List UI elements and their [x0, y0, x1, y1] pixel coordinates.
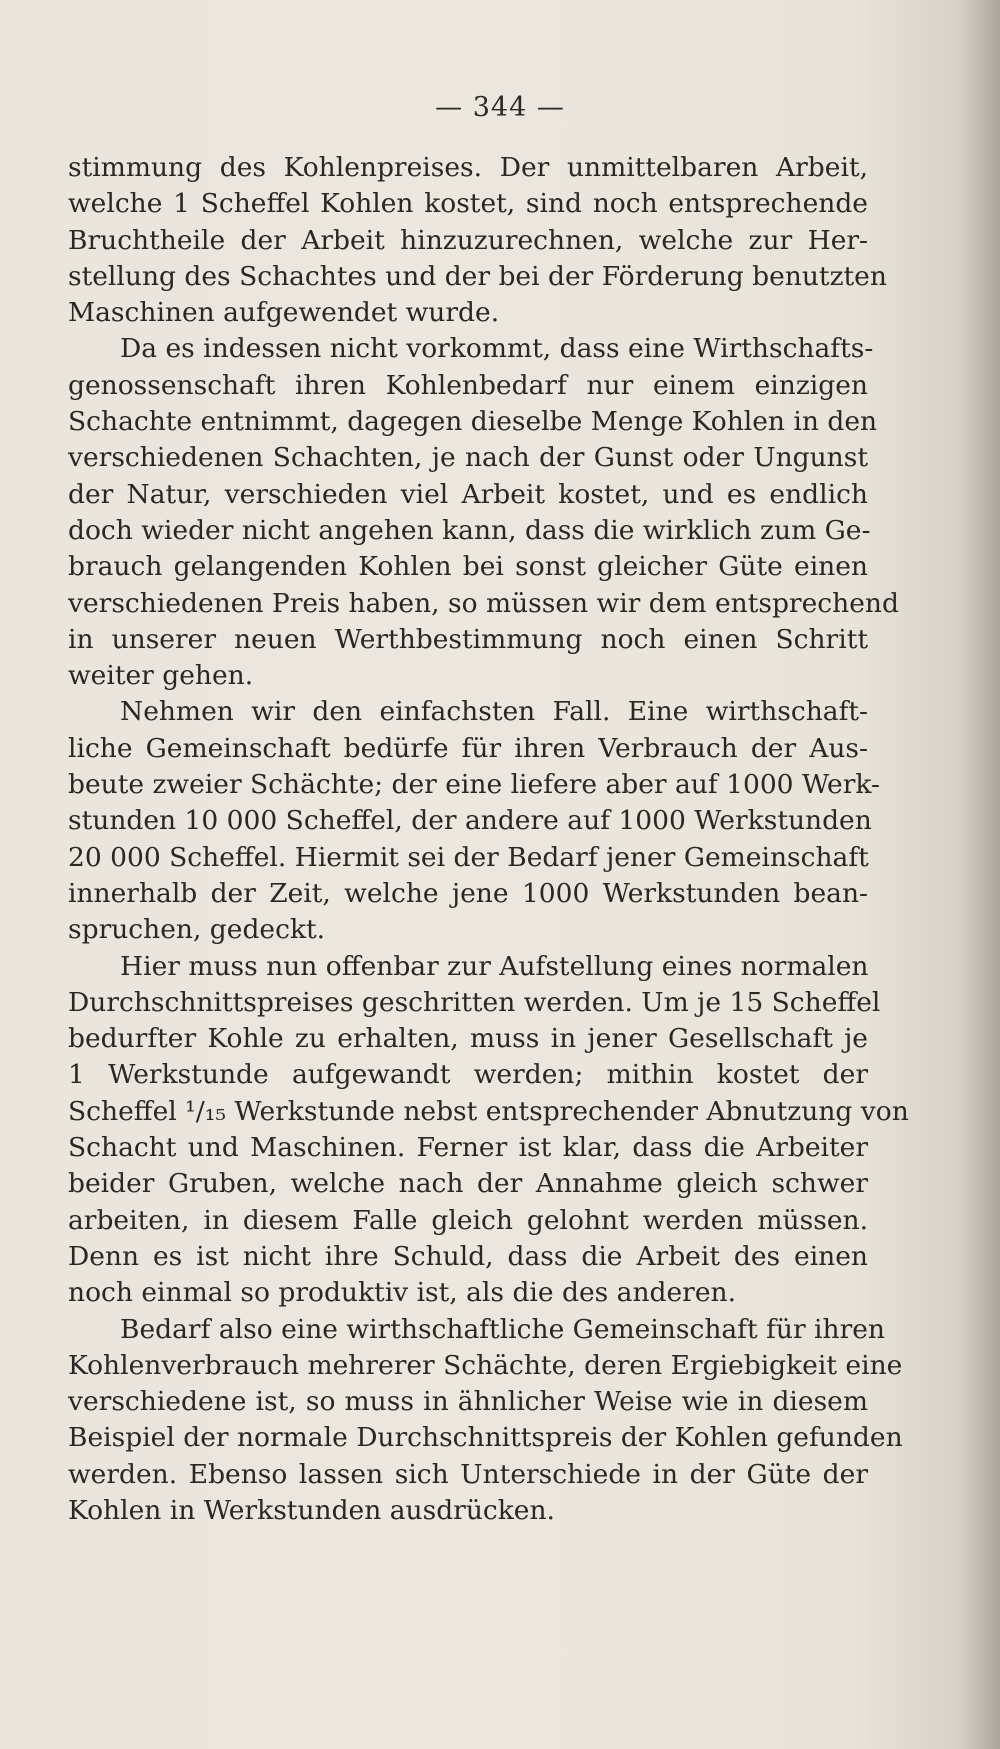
body-text: [68, 150, 909, 1529]
paragraph-first-line: Bedarf also eine wirthschaftliche Gemeinschaft für ihren: [120, 1313, 885, 1345]
text-line: verschiedenen Preis haben, so müssen wir dem entsprechend: [68, 587, 899, 619]
paragraph-first-line: Nehmen wir den einfachsten Fall. Eine wirthschaft-: [120, 696, 868, 728]
text-line: beider Gruben, welche nach der Annahme gleich schwer: [68, 1168, 868, 1200]
text-line: arbeiten, in diesem Falle gleich gelohnt werden müssen.: [68, 1204, 868, 1236]
text-line: verschiedene ist, so muss in ähnlicher Weise wie in diesem: [68, 1386, 868, 1418]
text-line: werden. Ebenso lassen sich Unterschiede in der Güte der: [68, 1458, 868, 1490]
text-line: stunden 10 000 Scheffel, der andere auf 1000 Werkstunden: [68, 805, 872, 837]
text-line: brauch gelangenden Kohlen bei sonst gleicher Güte einen: [68, 551, 868, 583]
text-line: Denn es ist nicht ihre Schuld, dass die Arbeit des einen: [68, 1240, 868, 1272]
text-line: liche Gemeinschaft bedürfe für ihren Verbrauch der Aus-: [68, 732, 868, 764]
text-line: beute zweier Schächte; der eine liefere aber auf 1000 Werk-: [68, 769, 880, 801]
text-line: stellung des Schachtes und der bei der Förderung benutzten: [68, 260, 887, 292]
text-line: noch einmal so produktiv ist, als die des anderen.: [68, 1277, 737, 1309]
text-line: der Natur, verschieden viel Arbeit kostet, und es endlich: [68, 478, 868, 510]
text-line: doch wieder nicht angehen kann, dass die wirklich zum Ge-: [68, 514, 871, 546]
text-line: Beispiel der normale Durchschnittspreis der Kohlen gefunden: [68, 1422, 903, 1454]
text-line: Schachte entnimmt, dagegen dieselbe Menge Kohlen in den: [68, 406, 878, 438]
text-line: verschiedenen Schachten, je nach der Gunst oder Ungunst: [68, 442, 868, 474]
text-line: genossenschaft ihren Kohlenbedarf nur einem einzigen: [68, 369, 868, 401]
text-line: Maschinen aufgewendet wurde.: [68, 297, 500, 329]
text-line: Scheffel ¹/₁₅ Werkstunde nebst entsprechender Abnutzung von: [68, 1095, 909, 1127]
text-line: 1 Werkstunde aufgewandt werden; mithin kostet der: [68, 1059, 868, 1091]
text-line: stimmung des Kohlenpreises. Der unmittelbaren Arbeit,: [68, 152, 868, 183]
text-line: bedurfter Kohle zu erhalten, muss in jener Gesellschaft je: [68, 1023, 868, 1055]
paragraph-first-line: Hier muss nun offenbar zur Aufstellung eines normalen: [120, 950, 869, 982]
text-line: welche 1 Scheffel Kohlen kostet, sind noch entsprechende: [68, 188, 868, 220]
text-line: 20 000 Scheffel. Hiermit sei der Bedarf jener Gemeinschaft: [68, 841, 869, 873]
text-line: Kohlenverbrauch mehrerer Schächte, deren Ergiebigkeit eine: [68, 1349, 903, 1381]
text-line: Schacht und Maschinen. Ferner ist klar, dass die Arbeiter: [68, 1132, 868, 1164]
page-edge-shadow: [960, 0, 1000, 1749]
text-line: innerhalb der Zeit, welche jene 1000 Werkstunden bean-: [68, 877, 868, 909]
text-line: Kohlen in Werkstunden ausdrücken.: [68, 1494, 555, 1526]
text-line: spruchen, gedeckt.: [68, 914, 326, 946]
paragraph-first-line: Da es indessen nicht vorkommt, dass eine Wirthschafts-: [120, 333, 874, 365]
text-line: in unserer neuen Werthbestimmung noch einen Schritt: [68, 623, 868, 655]
page-number: — 344 —: [435, 92, 565, 123]
text-line: Durchschnittspreises geschritten werden. Um je 15 Scheffel: [68, 986, 881, 1018]
text-line: weiter gehen.: [68, 660, 254, 692]
text-line: Bruchtheile der Arbeit hinzuzurechnen, welche zur Her-: [68, 224, 868, 256]
